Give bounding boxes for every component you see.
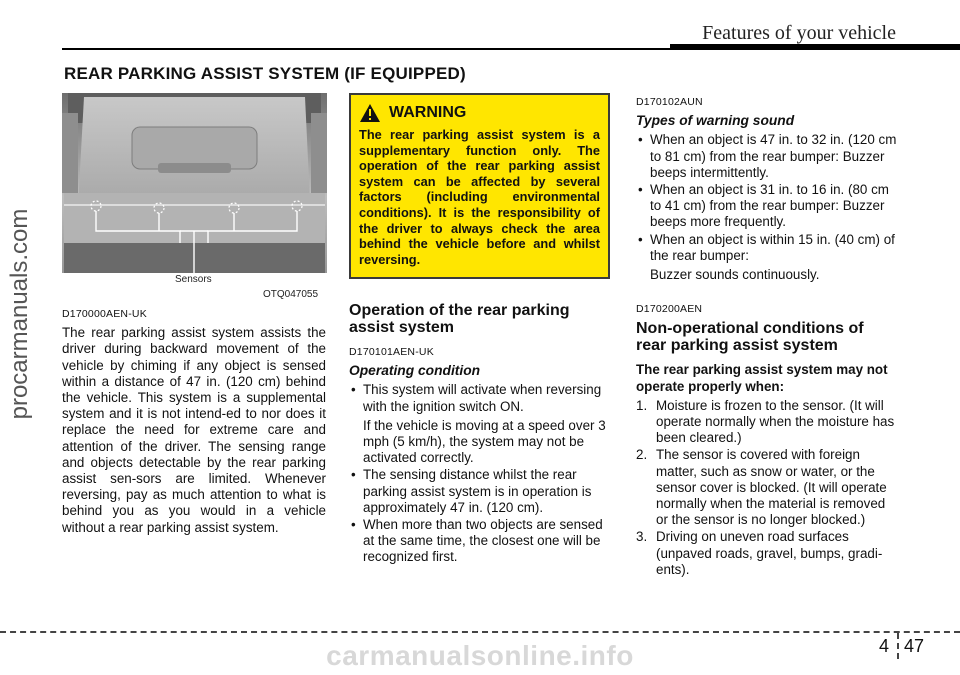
- middle-column: [349, 302, 613, 567]
- list-item: [349, 517, 613, 566]
- item-number: 1.: [636, 397, 648, 413]
- item-number: 3.: [636, 529, 648, 545]
- bottom-watermark: carmanualsonline.info: [326, 640, 634, 671]
- list-item: [349, 467, 613, 516]
- warning-text: The rear parking assist system is a supplementary function only. The operation of the rear parking assist system can be affected by several factors (including environmental conditions). It is the responsibility of the driver to always check the area behind the vehicle before and whilst reversing.: [359, 127, 600, 267]
- non-operational-list: [636, 398, 898, 578]
- list-item: [636, 447, 898, 528]
- item-text: Moisture is frozen to the sensor. (It will operate normally when the moisture has been cleared.): [656, 397, 895, 446]
- non-operational-lead: The rear parking assist system may not operate properly when:: [636, 362, 888, 394]
- warning-header: [359, 103, 600, 123]
- list-item: [636, 182, 898, 231]
- item-number: 2.: [636, 447, 648, 463]
- bullet-text: The sensing distance whilst the rear parking assist system is in operation is approximately 47 in. (120 cm).: [363, 467, 592, 515]
- list-item: [349, 382, 613, 466]
- bullet-text: When an object is 31 in. to 16 in. (80 cm to 41 cm) from the rear bumper: Buzzer beeps more frequently.: [650, 182, 889, 230]
- non-operational-heading: Non-operational conditions of rear parking assist system: [636, 320, 864, 355]
- sensors-label: Sensors: [175, 274, 212, 285]
- warning-sound-subheading: Types of warning sound: [636, 113, 795, 129]
- bullet-text: When an object is 47 in. to 32 in. (120 cm to 81 cm) from the rear bumper: Buzzer beeps intermittently.: [650, 132, 897, 180]
- section-code: D170200AEN: [636, 303, 703, 316]
- warning-triangle-icon: [359, 103, 381, 123]
- bullet-text: When more than two objects are sensed at the same time, the closest one will be recognized first.: [363, 517, 603, 565]
- list-item: [636, 529, 898, 578]
- warning-sound-list: [636, 132, 898, 283]
- bullet-text: When an object is within 15 in. (40 cm) of the rear bumper:: [650, 231, 895, 263]
- section-code: D170101AEN-UK: [349, 346, 434, 358]
- item-text: Driving on uneven road surfaces (unpaved roads, gravel, bumps, gradi-ents).: [656, 529, 883, 577]
- section-code: D170000AEN-UK: [62, 308, 147, 320]
- list-item: [636, 398, 898, 447]
- left-column: [62, 306, 326, 536]
- right-column: [636, 94, 898, 579]
- item-text: The sensor is covered with foreign matter, such as snow or water, or the sensor cover is blocked. (It will operate normally when the material is removed or the sensor is no longer blocked.): [656, 447, 887, 528]
- warning-title: WARNING: [389, 104, 467, 121]
- section-code: D170102AUN: [636, 96, 703, 108]
- list-item: [636, 132, 898, 181]
- rear-sensors-figure: [62, 93, 327, 301]
- figure-code: OTQ047055: [263, 289, 319, 300]
- operation-heading: Operation of the rear parking assist system: [349, 302, 570, 336]
- intro-paragraph: The rear parking assist system assists the driver during backward movement of the vehicle by chiming if any object is sensed within a distance of 47 in. (120 cm) behind the vehicle. This system is a supplemental system and it is not intend-ed to nor does it replace the need for extreme care and attention of the driver. The sensing range and objects detectable by the rear parking assist sen-sors are limited. Whenever reversing, pay as much attention to what is behind you as you would in a vehicle without a rear parking assist system.: [62, 325, 326, 535]
- list-item: [636, 232, 898, 284]
- bullet-continuation: Buzzer sounds continuously.: [650, 267, 820, 283]
- page-number: 47: [904, 636, 925, 656]
- operating-condition-list: [349, 382, 613, 565]
- running-header: Features of your vehicle: [702, 22, 896, 44]
- section-title: REAR PARKING ASSIST SYSTEM (IF EQUIPPED): [64, 64, 466, 83]
- operating-condition-subheading: Operating condition: [349, 363, 481, 379]
- header-rule: [62, 48, 960, 50]
- chapter-number: 4: [879, 636, 890, 656]
- bullet-text: This system will activate when reversing with the ignition switch ON.: [363, 382, 602, 414]
- side-watermark: procarmanuals.com: [6, 208, 33, 420]
- warning-box: [349, 93, 610, 279]
- vehicle-rear-illustration: [62, 93, 327, 301]
- footer-rule: [0, 631, 960, 633]
- bullet-continuation: If the vehicle is moving at a speed over 3 mph (5 km/h), the system may not be activated correctly.: [363, 417, 606, 466]
